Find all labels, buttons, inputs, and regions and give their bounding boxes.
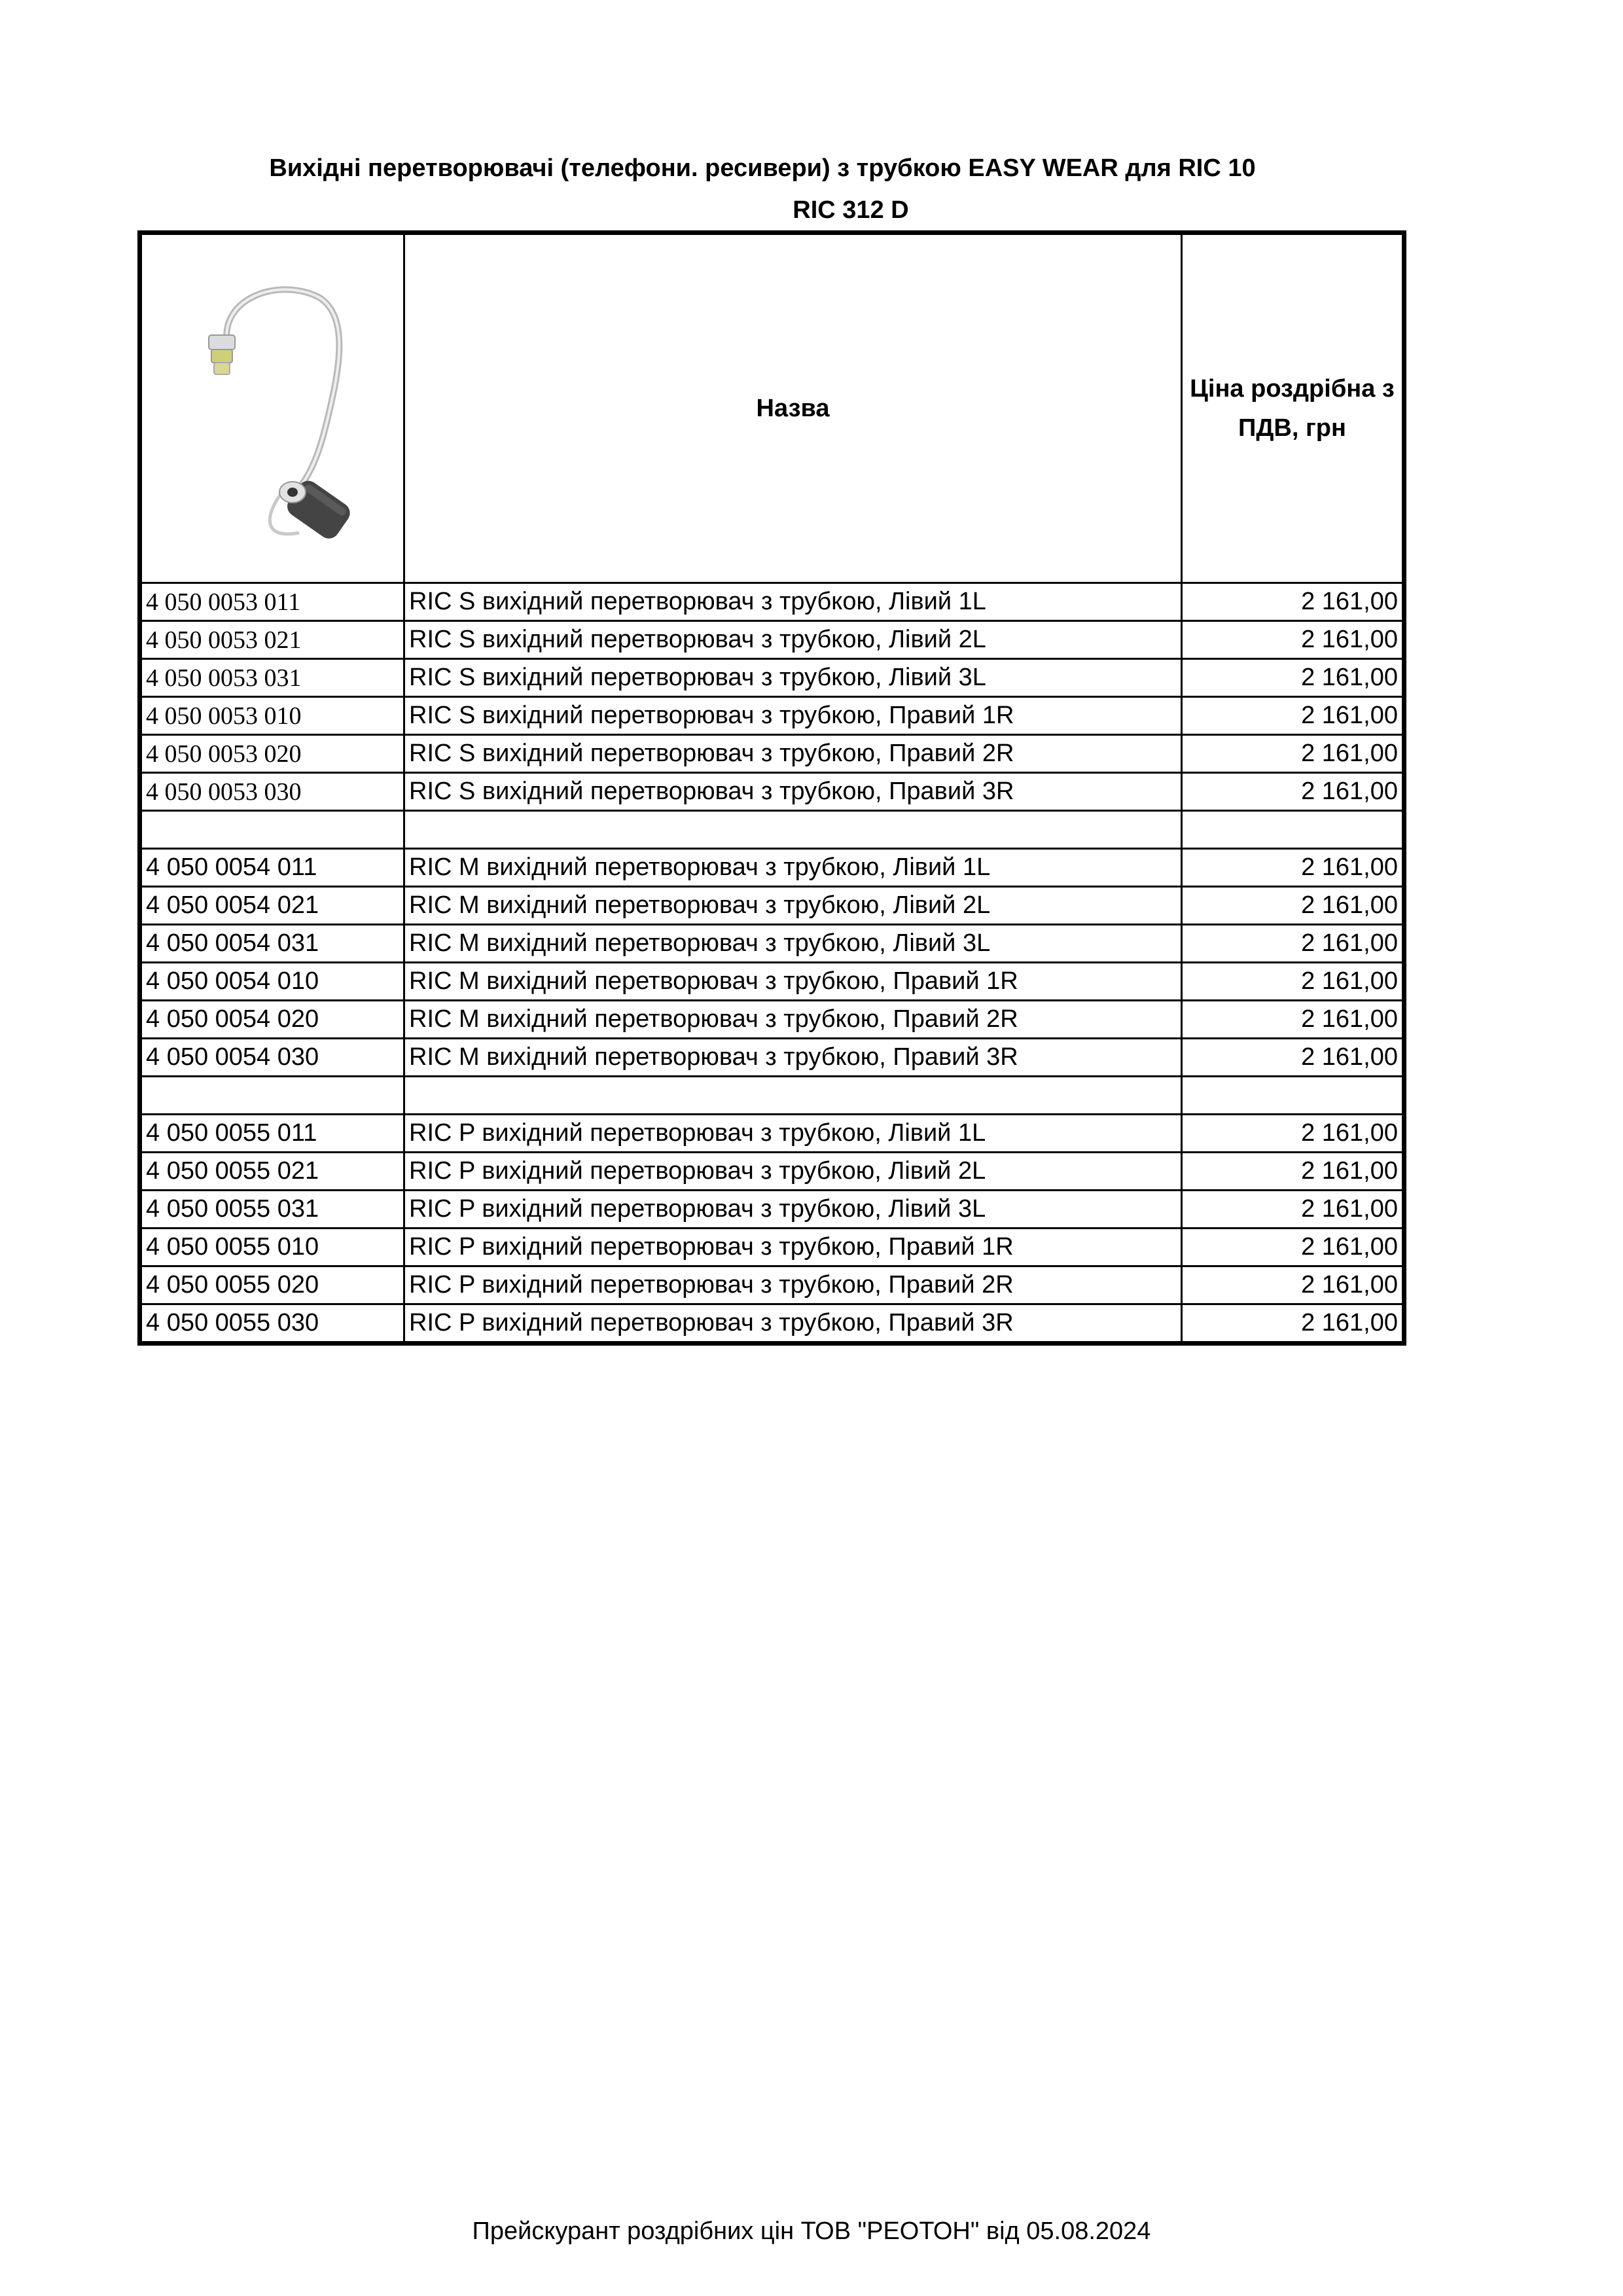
- article-code: 4 050 0054 030: [140, 1039, 404, 1077]
- article-code: 4 050 0053 021: [140, 621, 404, 659]
- retail-price: 2 161,00: [1182, 697, 1404, 735]
- article-code: 4 050 0053 010: [140, 697, 404, 735]
- empty-cell: [404, 811, 1182, 849]
- table-row: [140, 697, 1404, 735]
- price-table: [137, 230, 1406, 1346]
- product-name: RIC S вихідний перетворювач з трубкою, Лівий 1L: [404, 583, 1182, 621]
- retail-price: 2 161,00: [1182, 735, 1404, 773]
- retail-price: 2 161,00: [1182, 1115, 1404, 1153]
- table-row: [140, 735, 1404, 773]
- table-row: [140, 1304, 1404, 1344]
- article-code: 4 050 0054 010: [140, 963, 404, 1001]
- article-code: 4 050 0053 031: [140, 659, 404, 697]
- product-name: RIC P вихідний перетворювач з трубкою, Правий 2R: [404, 1266, 1182, 1304]
- article-code: 4 050 0054 011: [140, 849, 404, 887]
- article-code: 4 050 0055 020: [140, 1266, 404, 1304]
- retail-price: 2 161,00: [1182, 1001, 1404, 1039]
- table-row: [140, 773, 1404, 811]
- table-row: [140, 887, 1404, 925]
- retail-price: 2 161,00: [1182, 621, 1404, 659]
- retail-price: 2 161,00: [1182, 659, 1404, 697]
- product-name: RIC S вихідний перетворювач з трубкою, Правий 3R: [404, 773, 1182, 811]
- empty-cell: [140, 811, 404, 849]
- empty-cell: [404, 1077, 1182, 1115]
- footer-note: Прейскурант роздрібних цін ТОВ "РЕОТОН" від 05.08.2024: [472, 2217, 1151, 2245]
- article-code: 4 050 0055 030: [140, 1304, 404, 1344]
- empty-cell: [1182, 811, 1404, 849]
- group-separator-row: [140, 811, 1404, 849]
- retail-price: 2 161,00: [1182, 925, 1404, 963]
- retail-price: 2 161,00: [1182, 887, 1404, 925]
- retail-price: 2 161,00: [1182, 583, 1404, 621]
- retail-price: 2 161,00: [1182, 1266, 1404, 1304]
- product-name: RIC S вихідний перетворювач з трубкою, Лівий 2L: [404, 621, 1182, 659]
- product-name: RIC P вихідний перетворювач з трубкою, Лівий 1L: [404, 1115, 1182, 1153]
- product-name: RIC M вихідний перетворювач з трубкою, Правий 3R: [404, 1039, 1182, 1077]
- title-line-1: Вихідні перетворювачі (телефони. ресивери) з трубкою EASY WEAR для RIC 10: [269, 154, 1256, 182]
- article-code: 4 050 0054 021: [140, 887, 404, 925]
- retail-price: 2 161,00: [1182, 1191, 1404, 1229]
- table-row: [140, 1001, 1404, 1039]
- page-title: [0, 147, 1623, 231]
- article-code: 4 050 0054 020: [140, 1001, 404, 1039]
- product-name: RIC P вихідний перетворювач з трубкою, Лівий 2L: [404, 1153, 1182, 1191]
- title-line-2: RIC 312 D: [793, 196, 909, 224]
- table-row: [140, 1039, 1404, 1077]
- receiver-product-image: [188, 271, 358, 546]
- table-row: [140, 1266, 1404, 1304]
- product-name: RIC M вихідний перетворювач з трубкою, Лівий 2L: [404, 887, 1182, 925]
- retail-price: 2 161,00: [1182, 849, 1404, 887]
- table-row: [140, 1229, 1404, 1266]
- retail-price: 2 161,00: [1182, 1039, 1404, 1077]
- retail-price: 2 161,00: [1182, 963, 1404, 1001]
- article-code: 4 050 0055 031: [140, 1191, 404, 1229]
- product-name: RIC P вихідний перетворювач з трубкою, Правий 3R: [404, 1304, 1182, 1344]
- article-code: 4 050 0055 021: [140, 1153, 404, 1191]
- article-code: 4 050 0055 010: [140, 1229, 404, 1266]
- retail-price: 2 161,00: [1182, 1153, 1404, 1191]
- table-row: [140, 621, 1404, 659]
- table-row: [140, 963, 1404, 1001]
- article-code: 4 050 0053 020: [140, 735, 404, 773]
- retail-price: 2 161,00: [1182, 1304, 1404, 1344]
- header-price: Ціна роздрібна з ПДВ, грн: [1182, 233, 1404, 583]
- retail-price: 2 161,00: [1182, 1229, 1404, 1266]
- empty-cell: [140, 1077, 404, 1115]
- article-code: 4 050 0053 011: [140, 583, 404, 621]
- product-name: RIC S вихідний перетворювач з трубкою, Правий 2R: [404, 735, 1182, 773]
- group-separator-row: [140, 1077, 1404, 1115]
- table-header-row: [140, 233, 1404, 583]
- product-name: RIC M вихідний перетворювач з трубкою, Лівий 1L: [404, 849, 1182, 887]
- table-row: [140, 925, 1404, 963]
- header-name: Назва: [404, 233, 1182, 583]
- table-row: [140, 1115, 1404, 1153]
- table-row: [140, 659, 1404, 697]
- empty-cell: [1182, 1077, 1404, 1115]
- table-row: [140, 849, 1404, 887]
- article-code: 4 050 0055 011: [140, 1115, 404, 1153]
- product-name: RIC P вихідний перетворювач з трубкою, Правий 1R: [404, 1229, 1182, 1266]
- product-name: RIC M вихідний перетворювач з трубкою, Лівий 3L: [404, 925, 1182, 963]
- table-row: [140, 1191, 1404, 1229]
- retail-price: 2 161,00: [1182, 773, 1404, 811]
- product-name: RIC P вихідний перетворювач з трубкою, Лівий 3L: [404, 1191, 1182, 1229]
- product-name: RIC M вихідний перетворювач з трубкою, Правий 1R: [404, 963, 1182, 1001]
- article-code: 4 050 0053 030: [140, 773, 404, 811]
- product-name: RIC S вихідний перетворювач з трубкою, Правий 1R: [404, 697, 1182, 735]
- product-image-cell: [140, 233, 404, 583]
- product-name: RIC S вихідний перетворювач з трубкою, Лівий 3L: [404, 659, 1182, 697]
- table-row: [140, 583, 1404, 621]
- product-name: RIC M вихідний перетворювач з трубкою, Правий 2R: [404, 1001, 1182, 1039]
- table-row: [140, 1153, 1404, 1191]
- article-code: 4 050 0054 031: [140, 925, 404, 963]
